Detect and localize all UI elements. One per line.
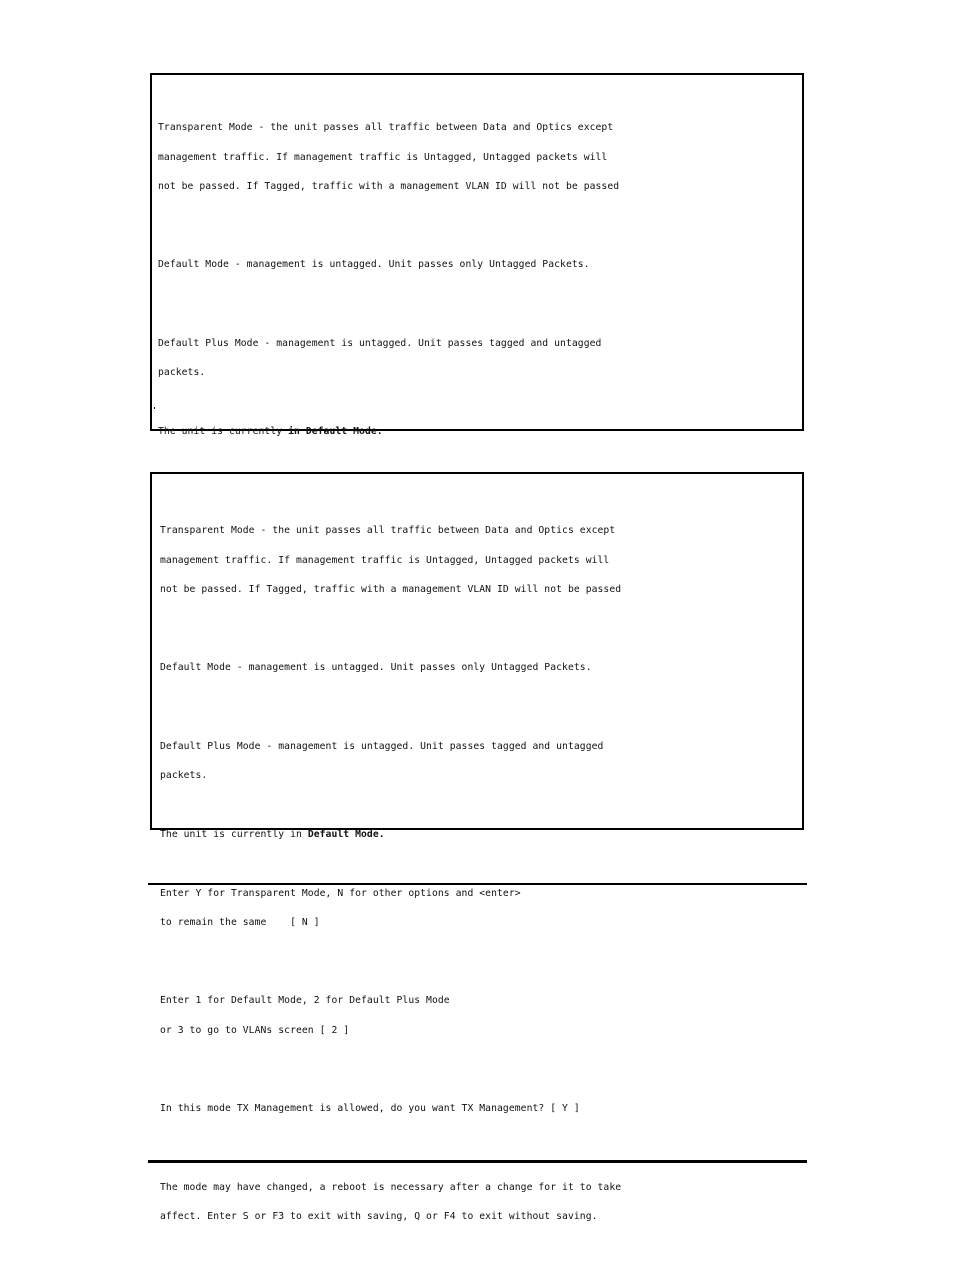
reboot-note — [160, 1163, 798, 1241]
terminal-text — [160, 487, 798, 1271]
text-line: management traffic. If management traffic is Untagged, Untagged packets will — [158, 151, 608, 163]
current-mode-prefix: The unit is currently — [158, 425, 289, 437]
default-plus-mode-description — [160, 722, 798, 800]
terminal-screenshot-default-plus-mode — [150, 472, 804, 1222]
tx-management-prompt[interactable] — [160, 1085, 798, 1134]
text-line: Default Plus Mode - management is untagged. Unit passes tagged and untagged — [160, 740, 604, 752]
text-line: packets. — [160, 770, 208, 782]
text-line: packets. — [158, 367, 206, 379]
section-divider — [148, 883, 807, 885]
text-line: In this mode TX Management is allowed, do you want TX Management? [ Y ] — [160, 1103, 580, 1115]
text-line: Default Mode - management is untagged. Unit passes only Untagged Packets. — [160, 662, 592, 674]
text-line: Transparent Mode - the unit passes all traffic between Data and Optics except — [160, 525, 616, 537]
terminal-cursor — [154, 407, 155, 409]
transparent-mode-description — [158, 104, 798, 212]
default-plus-mode-description — [158, 319, 798, 397]
text-line: to remain the same [ N ] — [160, 917, 320, 929]
text-line: Enter 1 for Default Mode, 2 for Default Plus Mode — [160, 995, 450, 1007]
text-line: Default Plus Mode - management is untagged. Unit passes tagged and untagged — [158, 337, 602, 349]
current-mode-status — [160, 830, 798, 840]
current-mode-value: Default Mode. — [307, 828, 385, 840]
text-line: not be passed. If Tagged, traffic with a management VLAN ID will not be passed — [160, 583, 622, 595]
transparent-mode-prompt[interactable] — [160, 869, 798, 947]
transparent-mode-description — [160, 507, 798, 615]
terminal-screenshot-default-mode — [150, 73, 804, 437]
text-line: Default Mode - management is untagged. Unit passes only Untagged Packets. — [158, 259, 590, 271]
text-line: management traffic. If management traffic is Untagged, Untagged packets will — [160, 554, 610, 566]
default-mode-description — [158, 241, 798, 290]
text-line: not be passed. If Tagged, traffic with a management VLAN ID will not be passed — [158, 180, 620, 192]
current-mode-value: in Default Mode. — [288, 425, 383, 437]
text-line: affect. Enter S or F3 to exit with saving, Q or F4 to exit without saving. — [160, 1210, 598, 1222]
text-line: Transparent Mode - the unit passes all traffic between Data and Optics except — [158, 122, 614, 134]
text-line: Enter Y for Transparent Mode, N for other options and <enter> — [160, 887, 521, 899]
current-mode-status — [158, 427, 798, 437]
text-line: or 3 to go to VLANs screen [ 2 ] — [160, 1024, 350, 1036]
mode-select-prompt[interactable] — [160, 977, 798, 1055]
current-mode-prefix: The unit is currently in — [160, 828, 308, 840]
default-mode-description — [160, 644, 798, 693]
text-line: The mode may have changed, a reboot is necessary after a change for it to take — [160, 1181, 622, 1193]
footer-rule — [148, 1160, 807, 1163]
